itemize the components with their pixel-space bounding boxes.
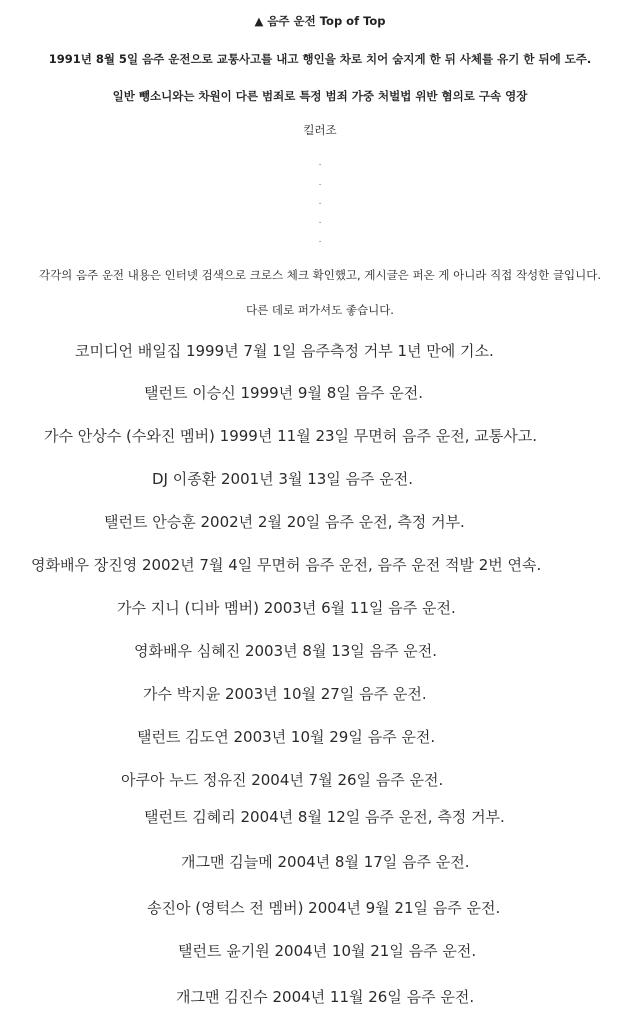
note-line-2: 다른 데로 퍼가셔도 좋습니다. [246,303,394,317]
list-item: DJ 이종환 2001년 3월 13일 음주 운전. [152,470,414,488]
list-item: 탤런트 김도연 2003년 10월 29일 음주 운전. [137,728,436,746]
subject-name: 킬러조 [303,123,337,137]
list-item: 탤런트 김혜리 2004년 8월 12일 음주 운전, 측정 거부. [144,808,505,826]
ellipsis-dot: . [318,216,322,226]
list-item: 탤런트 윤기원 2004년 10월 21일 음주 운전. [178,942,477,960]
ellipsis-dot: . [318,158,322,168]
intro-line-1: 1991년 8월 5일 음주 운전으로 교통사고를 내고 행인을 차로 치어 숨지게 한 뒤 사체를 유기 한 뒤에 도주. [48,52,592,66]
note-line-1: 각각의 음주 운전 내용은 인터넷 검색으로 크로스 체크 확인했고, 게시글은 퍼온 게 아니라 직접 작성한 글입니다. [38,268,602,282]
list-item: 송진아 (영턱스 전 멤버) 2004년 9월 21일 음주 운전. [147,899,501,917]
list-item: 탤런트 이승신 1999년 9월 8일 음주 운전. [144,384,424,402]
list-item: 가수 지니 (디바 멤버) 2003년 6월 11일 음주 운전. [117,599,456,617]
ellipsis-dot: . [318,235,322,245]
ellipsis-dot: . [318,197,322,207]
list-item: 탤런트 안승훈 2002년 2월 20일 음주 운전, 측정 거부. [104,513,465,531]
list-item: 개그맨 김진수 2004년 11월 26일 음주 운전. [176,988,475,1006]
ellipsis-dot: . [318,178,322,188]
list-item: 영화배우 장진영 2002년 7월 4일 무면허 음주 운전, 음주 운전 적발 2번 연속. [31,556,542,574]
list-item: 가수 안상수 (수와진 멤버) 1999년 11월 23일 무면허 음주 운전, 교통사고. [44,427,538,445]
article-title: ▲ 음주 운전 Top of Top [254,14,386,28]
list-item: 코미디언 배일집 1999년 7월 1일 음주측정 거부 1년 만에 기소. [75,342,494,360]
list-item: 가수 박지윤 2003년 10월 27일 음주 운전. [143,685,427,703]
list-item: 영화배우 심혜진 2003년 8월 13일 음주 운전. [134,642,438,660]
intro-line-2: 일반 뺑소니와는 차원이 다른 범죄로 특정 범죄 가중 처벌법 위반 혐의로 구속 영장 [112,89,528,103]
list-item: 개그맨 김늘메 2004년 8월 17일 음주 운전. [181,853,470,871]
list-item: 아쿠아 누드 정유진 2004년 7월 26일 음주 운전. [121,771,444,789]
